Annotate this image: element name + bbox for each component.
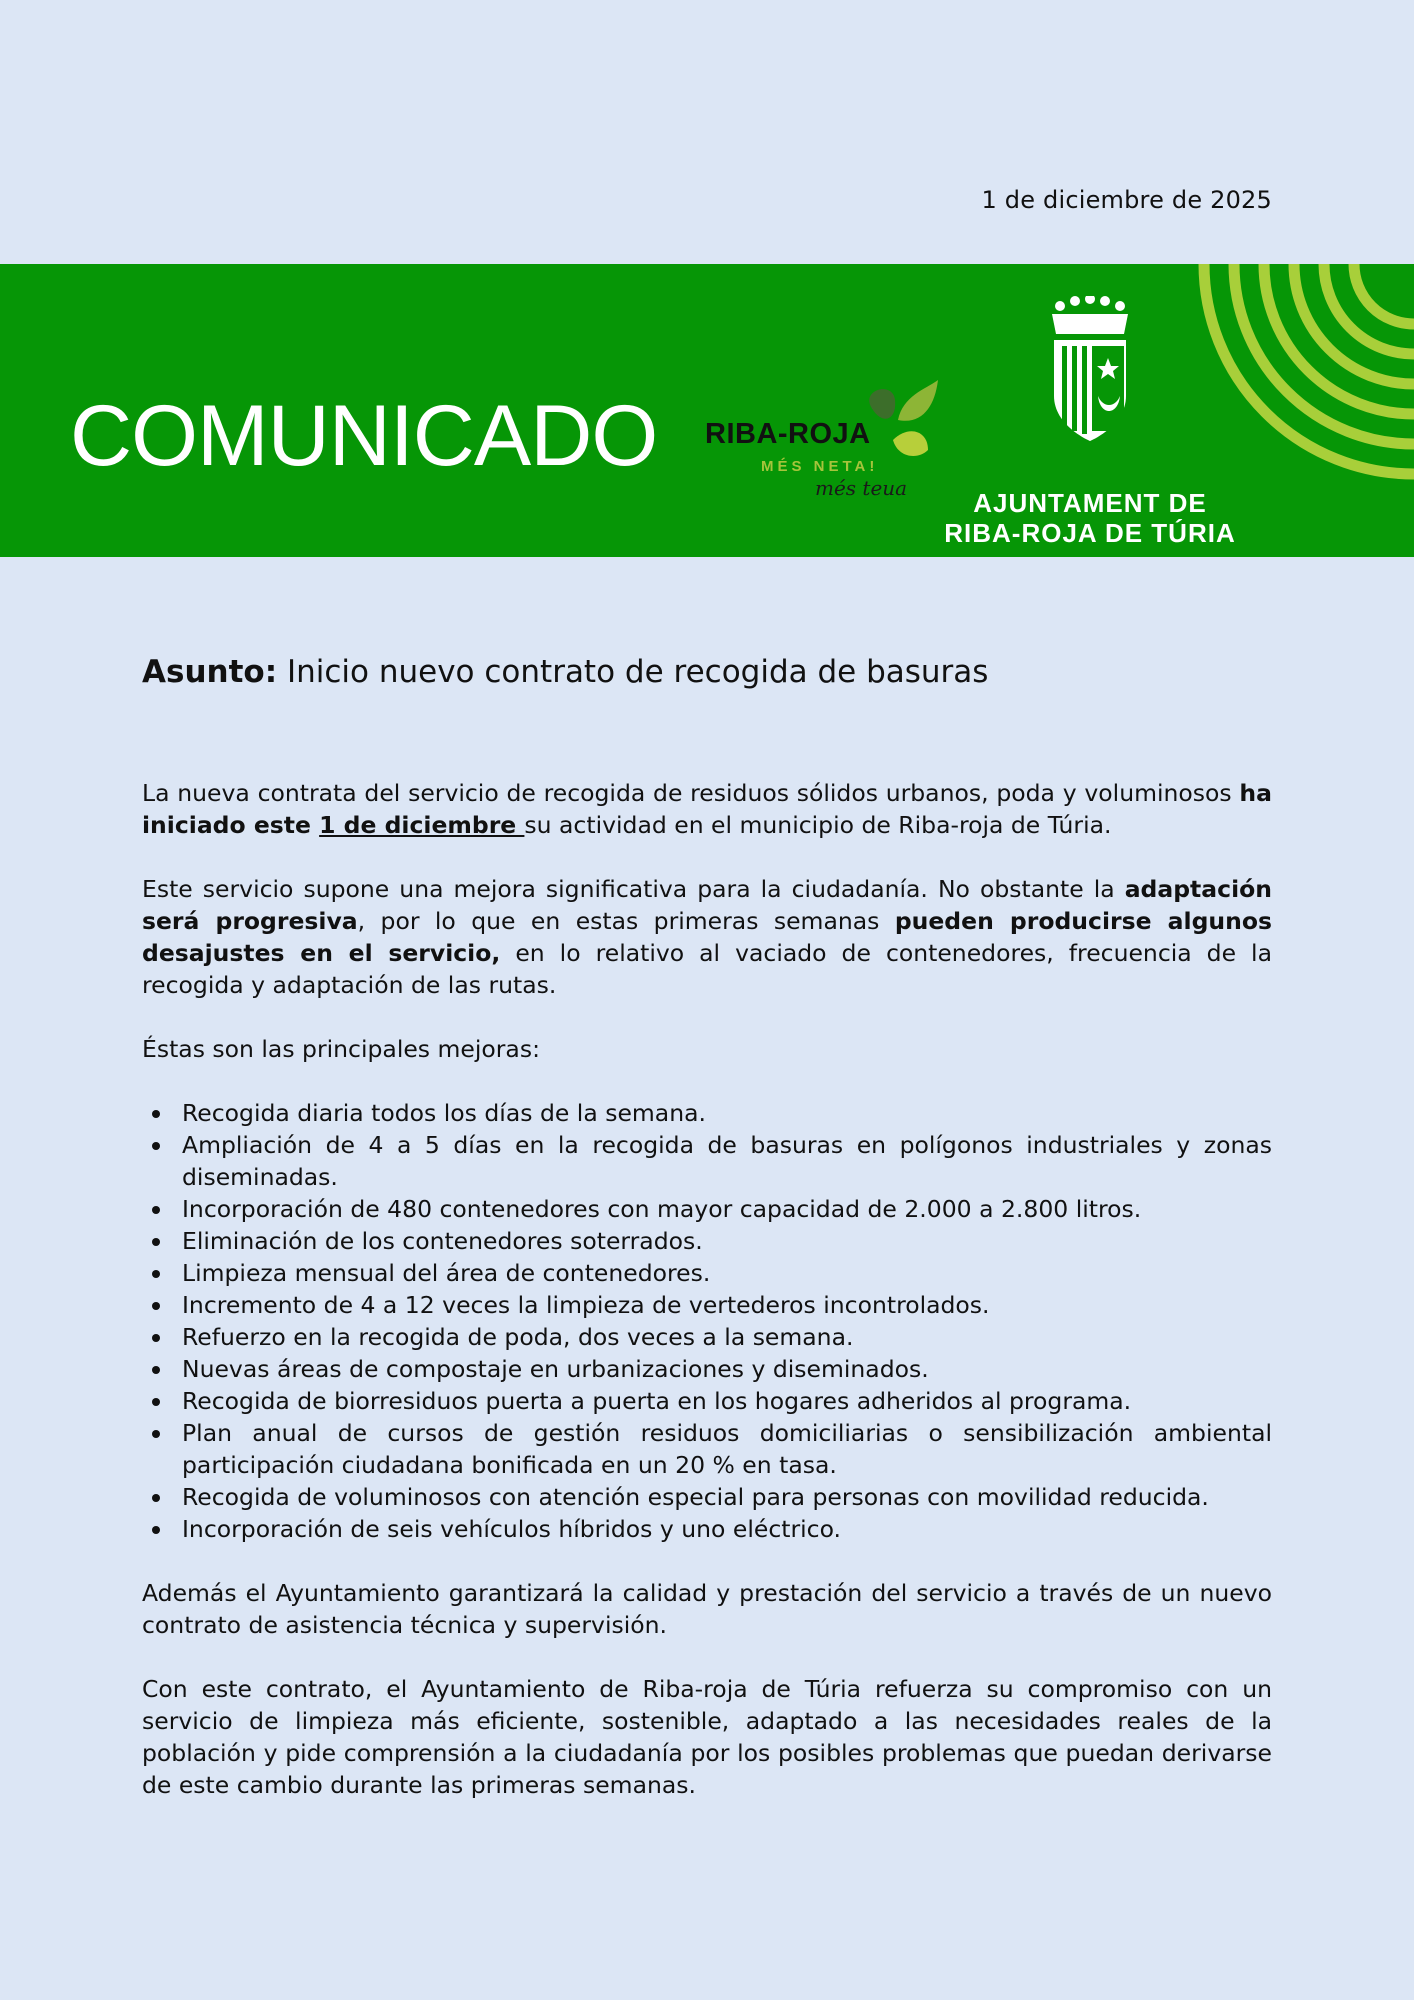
riba-roja-logo bbox=[703, 380, 943, 520]
banner-title: COMUNICADO bbox=[70, 388, 658, 484]
subject-text: Inicio nuevo contrato de recogida de basuras bbox=[286, 654, 989, 690]
decorative-rings-icon bbox=[1174, 264, 1414, 557]
subject-label: Asunto: bbox=[142, 654, 278, 690]
list-item: Eliminación de los contenedores soterrados. bbox=[142, 1225, 1272, 1257]
improvements-list bbox=[142, 1097, 1272, 1545]
paragraph-adaptation: Este servicio supone una mejora significativa para la ciudadanía. No obstante la adaptación será progresiva, por lo que en estas primeras semanas pueden producirse algunos desajustes en el servicio, en lo relativo al vaciado de contenedores, frecuencia de la recogida y adaptación de las rutas. bbox=[142, 875, 1272, 999]
paragraph-improvements-intro: Éstas son las principales mejoras: bbox=[142, 1035, 540, 1063]
subject-line bbox=[142, 650, 1272, 694]
list-item: Incorporación de 480 contenedores con mayor capacidad de 2.000 a 2.800 litros. bbox=[142, 1193, 1272, 1225]
list-item: Recogida de voluminosos con atención especial para personas con movilidad reducida. bbox=[142, 1481, 1272, 1513]
document-date: 1 de diciembre de 2025 bbox=[981, 186, 1272, 214]
list-item: Plan anual de cursos de gestión residuos domiciliarias o sensibilización ambiental participación ciudadana bonificada en un 20 % en tasa. bbox=[142, 1417, 1272, 1481]
header-banner bbox=[0, 264, 1414, 557]
list-item: Incorporación de seis vehículos híbridos y uno eléctrico. bbox=[142, 1513, 1272, 1545]
paragraph-conclusion: Con este contrato, el Ayuntamiento de Riba-roja de Túria refuerza su compromiso con un servicio de limpieza más eficiente, sostenible, adaptado a las necesidades reales de la población y pide comprensión a la ciudadanía por los posibles problemas que puedan derivarse de este cambio durante las primeras semanas. bbox=[142, 1675, 1272, 1799]
document-body bbox=[142, 650, 1272, 1833]
riba-roja-logo-name: RIBA-ROJA bbox=[705, 418, 871, 450]
list-item: Nuevas áreas de compostaje en urbanizaciones y diseminados. bbox=[142, 1353, 1272, 1385]
paragraph-technical-assistance: Además el Ayuntamiento garantizará la calidad y prestación del servicio a través de un nuevo contrato de asistencia técnica y supervisión. bbox=[142, 1579, 1272, 1639]
ajuntament-name-line2: RIBA-ROJA DE TÚRIA bbox=[944, 518, 1236, 548]
list-item: Ampliación de 4 a 5 días en la recogida de basuras en polígonos industriales y zonas diseminadas. bbox=[142, 1129, 1272, 1193]
list-item: Refuerzo en la recogida de poda, dos veces a la semana. bbox=[142, 1321, 1272, 1353]
list-item: Recogida diaria todos los días de la semana. bbox=[142, 1097, 1272, 1129]
list-item: Recogida de biorresiduos puerta a puerta en los hogares adheridos al programa. bbox=[142, 1385, 1272, 1417]
riba-roja-logo-script: més teua bbox=[815, 476, 908, 500]
riba-roja-logo-tagline: MÉS NETA! bbox=[761, 458, 879, 475]
list-item: Incremento de 4 a 12 veces la limpieza de vertederos incontrolados. bbox=[142, 1289, 1272, 1321]
crest-icon bbox=[1040, 296, 1140, 446]
paragraph-intro: La nueva contrata del servicio de recogida de residuos sólidos urbanos, poda y voluminosos ha iniciado este 1 de diciembre su actividad en el municipio de Riba-roja de Túria. bbox=[142, 779, 1272, 839]
list-item: Limpieza mensual del área de contenedores. bbox=[142, 1257, 1272, 1289]
ajuntament-name-line1: AJUNTAMENT DE bbox=[973, 488, 1207, 518]
